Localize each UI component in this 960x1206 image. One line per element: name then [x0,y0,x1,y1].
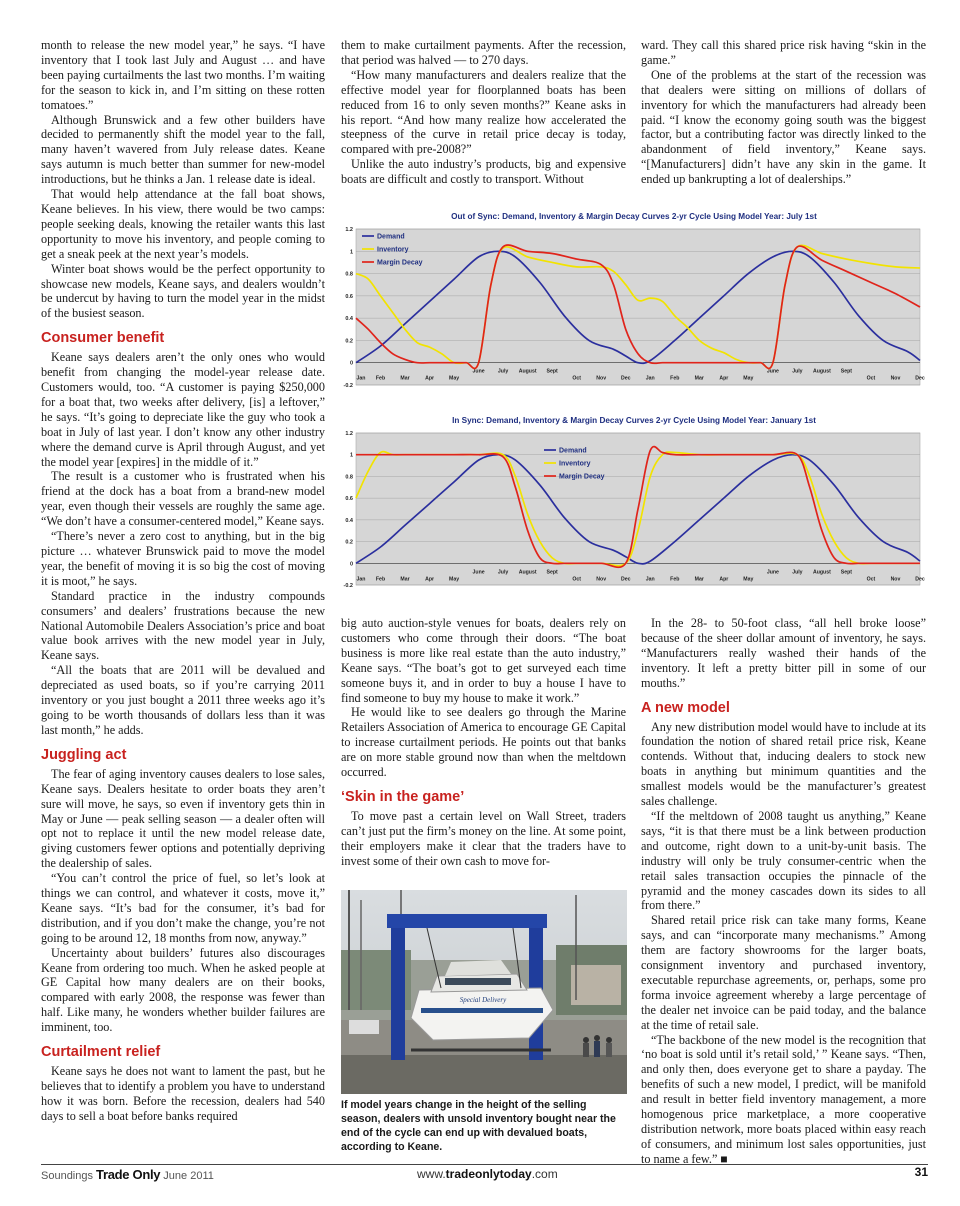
photo-caption: If model years change in the height of the selling season, dealers with unsold inventory bought near the end of the cycle can end up with devalued boats, according to Keane. [341,1099,616,1153]
y-tick-label: 0.8 [345,271,353,278]
paragraph: big auto auction-style venues for boats, dealers rely on customers who come through their doors. “The boat business is more like real estate than the auto industry,” Keane says. “The boat’s got to get surveyed each time someone buys it, and in order to buy a house I have to find someone to buy my house to make it work.” [341,616,626,705]
x-tick-label: Nov [890,375,901,382]
x-tick-label: Nov [890,576,901,583]
x-tick-label: Apr [719,375,729,382]
x-tick-label: Sept [546,368,558,375]
x-tick-label: August [518,368,537,375]
c1-paras [41,38,325,321]
publication-name: Soundings Trade Only June 2011 [41,1167,214,1182]
x-tick-label: August [812,569,831,576]
heading-juggling-act: Juggling act [41,746,127,763]
paragraph: “All the boats that are 2011 will be devalued and depreciated as used boats, so if you’re carrying 2011 inventory or you just bought a 2011 three weeks ago it’s going to be worth thousands of dollars less than it was last month,” he adds. [41,663,325,737]
x-tick-label: Sept [840,569,853,576]
c1b-paras [41,350,325,738]
c3b-paras [641,616,926,691]
y-tick-label: 1 [349,452,353,459]
chart-title: In Sync: Demand, Inventory & Margin Decay Curves 2-yr Cycle Using Model Year: January 1st [452,416,816,425]
x-tick-label: August [518,569,537,576]
heading-skin-in-the-game: ‘Skin in the game’ [341,788,465,805]
y-tick-label: -0.2 [343,583,353,589]
x-tick-label: Apr [425,375,435,382]
paragraph: He would like to see dealers go through the Marine Retailers Association of America to encourage GE Capital to increase curtailment periods. He points out that banks are on more stable ground now than when the meltdown occurred. [341,705,626,780]
paragraph: “You can’t control the price of fuel, so let’s look at things we can control, and whatever it costs, move it,” Keane says. “It’s bad for the consumer, it’s bad for distribution, and if you don’t make the change, you’re not going to be around 12, 18 months from now, anyway.” [41,871,325,945]
x-tick-label: Dec [915,576,925,583]
x-tick-label: Jan [356,375,366,382]
x-tick-label: July [792,569,803,576]
x-tick-label: Feb [375,576,386,583]
c1c-paras [41,767,325,1035]
y-tick-label: 0.4 [345,316,353,323]
paragraph: Uncertainty about builders’ futures also discourages Keane from ordering too much. When he asked people at GE Capital how many dealers are on their books, compared with early 2008, the response was fewer than half. Like many, he wonders whether builder failures are imminent, too. [41,945,325,1035]
x-tick-label: Nov [596,576,607,583]
y-tick-label: 0.4 [345,517,353,524]
legend-label: Inventory [559,460,591,468]
x-tick-label: July [792,368,803,375]
paragraph: Standard practice in the industry compounds consumers’ and dealers’ frustrations because the new National Automobile Dealers Association’s price and boat value book arrives with the new model year in July, Keane says. [41,588,325,663]
x-tick-label: Jan [645,576,655,583]
x-tick-label: May [449,375,460,382]
chart-out-of-sync-svg [340,209,928,399]
legend-label: Inventory [377,246,409,254]
article-column-1 [41,38,325,1124]
y-tick-label: 1 [349,249,353,256]
x-tick-label: August [812,368,831,375]
legend-label: Demand [377,233,405,241]
paragraph: The fear of aging inventory causes dealers to lose sales, Keane says. Dealers hesitate to order boats they aren’t sure will move, he says, so even if inventory gets thin in May or June — peak selling season — a dealer often will opt not to replace it until the new model release date, giving customers fewer options and potentially depriving the dealership of sales. [41,766,325,871]
y-tick-label: -0.2 [343,383,353,389]
x-tick-label: June [472,368,485,375]
legend-label: Demand [559,447,587,455]
article-column-2-top [341,38,626,187]
plot-area [356,229,920,385]
x-tick-label: Nov [596,375,607,382]
x-tick-label: Feb [375,375,386,382]
x-tick-label: Oct [866,375,876,382]
paragraph: To move past a certain level on Wall Street, traders can’t just put the firm’s money on the line. At some point, their employers make it clear that the traders have to invest some of their own cash to move for- [341,808,626,868]
paragraph: Unlike the auto industry’s products, big and expensive boats are difficult and costly to transport. Without [341,157,626,187]
page-number: 31 [914,1165,928,1179]
y-tick-label: 0.2 [345,338,353,345]
x-tick-label: Oct [572,375,582,382]
x-tick-label: July [497,569,509,576]
heading-a-new-model: A new model [641,699,730,716]
x-tick-label: Feb [670,576,680,583]
chart-out-of-sync [340,209,928,399]
paragraph: Although Brunswick and a few other builders have decided to permanently shift the model year to the fall, many haven’t wavered from July release dates. Keane says autumn is much better than summer for new-model introductions, but he thinks a Jan. 1 release date is ideal. [41,112,325,187]
y-tick-label: 1.2 [345,227,353,233]
article-column-3-bottom [641,616,926,1167]
paragraph: That would help attendance at the fall boat shows, Keane believes. In his view, there would be two camps: people seeking deals, knowing the retailer wants this last opportunity to move his inventory, and people coming to get a sneak peek at the next year’s models. [41,187,325,261]
x-tick-label: Dec [620,576,631,583]
chart-title: Out of Sync: Demand, Inventory & Margin Decay Curves 2-yr Cycle Using Model Year: July 1st [451,212,817,221]
heading-consumer-benefit: Consumer benefit [41,330,165,347]
x-tick-label: June [472,569,485,576]
x-tick-label: June [766,368,779,375]
y-tick-label: 0.8 [345,474,353,481]
x-tick-label: Jan [645,375,655,382]
paragraph: “How many manufacturers and dealers realize that the effective model year for floorplanned boats has been reduced from 16 to only seven months?” Keane asks in his report. “And how many realize how accelerated the steepness of the curve in retail price decay is today, compared with pre-2008?” [341,67,626,157]
paragraph: Any new distribution model would have to include at its foundation the notion of shared retail price risk, Keane contends. Without that, inducing dealers to stock new boats in anything but minimum quantities and the smallest models would be the manufacturer’s greatest sales challenge. [641,719,926,809]
x-tick-label: Apr [425,576,435,583]
x-tick-label: Oct [572,576,582,583]
article-column-2-bottom [341,616,626,869]
chart-in-sync [340,413,928,599]
paragraph: month to release the new model year,” he says. “I have inventory that I took last July and August … and have been paying curtailments the last two months. I’m waiting for the season to kick in, and I’m sitting on these rotten tomatoes.” [41,38,325,112]
c2c-paras [341,809,626,869]
x-tick-label: Oct [866,576,876,583]
paragraph: Winter boat shows would be the perfect opportunity to showcase new models, Keane says, and dealers wouldn’t be undercut by having to turn the model year in the midst of the busiest season. [41,261,325,321]
c2b-paras [341,616,626,780]
c3-paras [641,38,926,187]
website-url[interactable]: www.tradeonlytoday.com [417,1167,558,1181]
paragraph: “There’s never a zero cost to anything, but in the big picture … whatever Brunswick paid to move the model year, the benefit of moving it is so big the cost of moving it is moot,” he says. [41,529,325,588]
paragraph: Keane says he does not want to lament the past, but he believes that to identify a problem you have to understand how it was born. Before the recession, dealers had 540 days to sell a boat before banks required [41,1064,325,1123]
c3c-paras [641,720,926,1167]
x-tick-label: Mar [400,375,410,382]
legend-label: Margin Decay [559,473,605,481]
y-tick-label: 0 [349,561,353,568]
c1d-paras [41,1064,325,1124]
boat-name-text: Special Delivery [459,996,507,1004]
paragraph: Shared retail price risk can take many forms, Keane says, and can “incorporate many mechanisms.” Among them are factory showrooms for the larger boats, consignment inventory and purchased inventory, executable repurchase agreements, or, perhaps, some pro forma invoice agreement whereby a large percentage of the dealer net invoice can be paid today, and the balance at the time of retail sale. [641,913,926,1032]
y-tick-label: 0.6 [345,496,353,503]
heading-curtailment-relief: Curtailment relief [41,1044,161,1061]
x-tick-label: Sept [546,569,558,576]
x-tick-label: Mar [694,576,704,583]
x-tick-label: Dec [620,375,631,382]
boat-travel-lift-photo [341,890,627,1094]
x-tick-label: Mar [694,375,704,382]
paragraph: “If the meltdown of 2008 taught us anything,” Keane says, “it is that there must be a link between production and outcome, right down to a unit-by-unit basis. The industry will only be truly consumer-centric when the retail sales transaction occupies the pinnacle of the pyramid and the money cascades down its sides to all from there.” [641,808,926,913]
x-tick-label: May [743,375,754,382]
y-tick-label: 0.2 [345,539,353,546]
boat-photo-illustration [341,890,627,1094]
x-tick-label: June [766,569,779,576]
paragraph: ward. They call this shared price risk having “skin in the game.” [641,38,926,67]
legend-label: Margin Decay [377,259,423,267]
x-tick-label: May [449,576,460,583]
y-tick-label: 0.6 [345,293,353,300]
paragraph: The result is a customer who is frustrated when his friend at the dock has a boat from a brand-new model year, even though their vessels are roughly the same age. “We don’t have a consumer-centered model,” Keane says. [41,469,325,529]
y-tick-label: 0 [349,360,353,367]
y-tick-label: 1.2 [345,431,353,437]
c2-paras [341,38,626,187]
chart-in-sync-svg [340,413,928,599]
x-tick-label: May [743,576,754,583]
article-column-3-top [641,38,926,187]
paragraph: them to make curtailment payments. After the recession, that period was halved — to 270 days. [341,38,626,67]
x-tick-label: Sept [840,368,853,375]
x-tick-label: Mar [400,576,410,583]
x-tick-label: Feb [670,375,680,382]
x-tick-label: July [497,368,509,375]
paragraph: Keane says dealers aren’t the only ones who would benefit from changing the model-year release date. Customers would, too. “A customer is paying $250,000 for a boat that, two weeks after delivery, [is] a leftover,” he says. “It’s going to depreciate like the guy who took a boat in July of last year. I don’t know any other industry where the demand curve is April through August, and yet the model year [expires] in the middle of it.” [41,350,325,469]
x-tick-label: Jan [356,576,366,583]
paragraph: “The backbone of the new model is the recognition that ‘no boat is sold until it’s retail sold,’ ” Keane says. “Then, and only then, does everyone get to share a payday. The benefits of such a new model, I predict, will be manifold and result in better field inventory management, a more homogenous price marketplace, a more cooperative distribution network, more boats placed within easy reach of consumers, and minimum lost sales opportunities, just to name a few.” ■ [641,1032,926,1166]
paragraph: In the 28- to 50-foot class, “all hell broke loose” because of the sheer dollar amount of inventory, he says. “Manufacturers really washed their hands of the inventory. It left a pretty bitter pill in some of our mouths.” [641,616,926,690]
footer-divider [41,1164,928,1165]
page-footer [41,1167,928,1183]
x-tick-label: Dec [915,375,925,382]
paragraph: One of the problems at the start of the recession was that dealers were sitting on millions of dollars of inventory for which the manufacturers had already been paid. “I know the economy going south was the biggest factor, but a contributing factor was directly linked to the abandonment of field inventory,” Keane says. “[Manufacturers] didn’t have any skin in the game. It ended up bankrupting a lot of dealerships.” [641,67,926,187]
x-tick-label: Apr [719,576,729,583]
